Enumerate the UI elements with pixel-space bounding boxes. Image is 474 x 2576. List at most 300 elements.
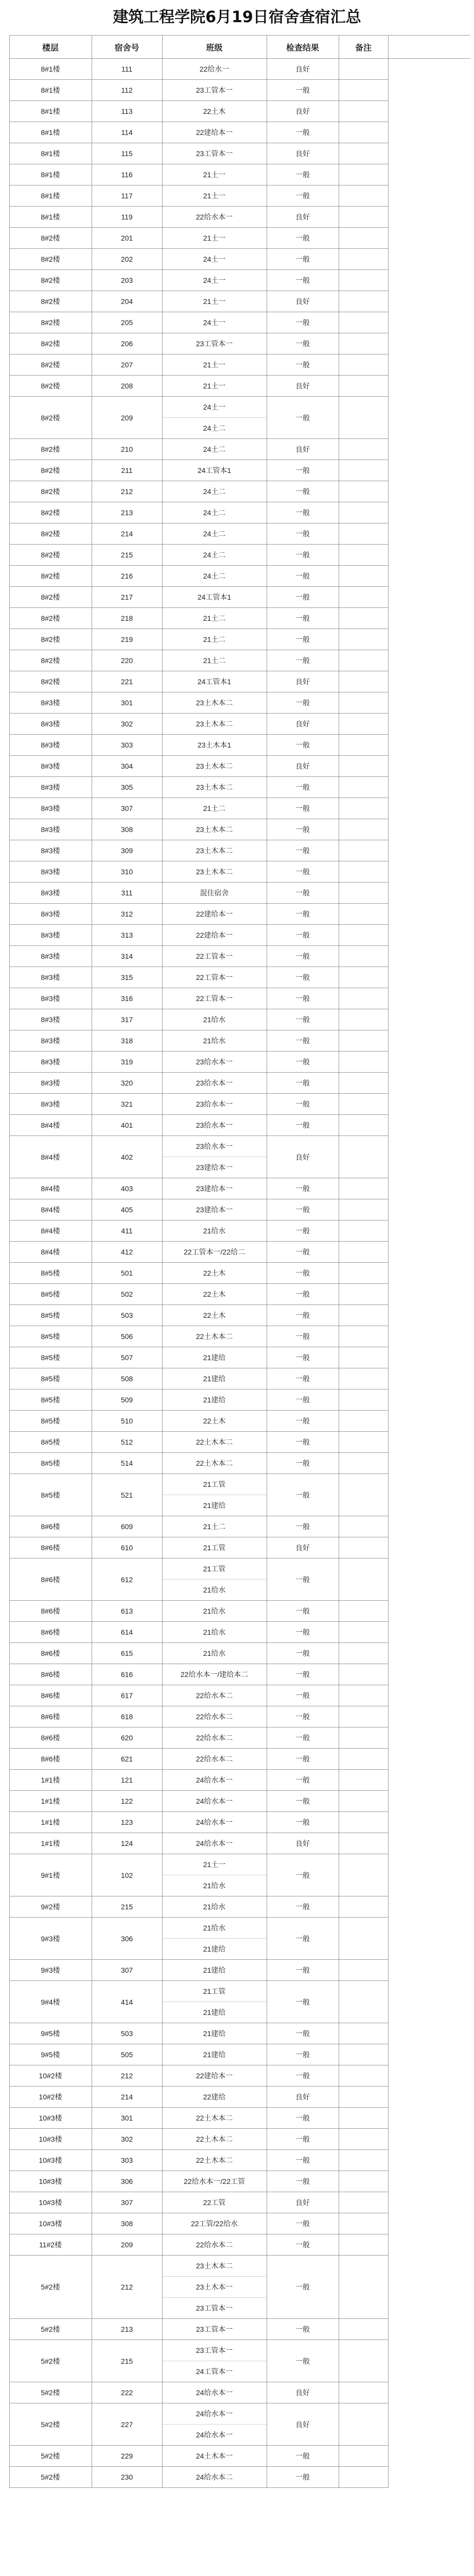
class-cell[interactable]: [162, 1453, 267, 1474]
floor-cell[interactable]: 8#1楼: [9, 80, 92, 101]
class-cell[interactable]: [162, 1115, 267, 1136]
room-cell[interactable]: 507: [92, 1347, 162, 1368]
result-cell[interactable]: 良好: [267, 143, 339, 164]
room-cell[interactable]: 202: [92, 249, 162, 270]
result-cell[interactable]: 一般: [267, 80, 339, 101]
floor-cell[interactable]: 5#2楼: [9, 2256, 92, 2319]
class-cell[interactable]: [162, 608, 267, 629]
class-cell[interactable]: [162, 1432, 267, 1453]
class-cell[interactable]: [162, 714, 267, 735]
class-cell[interactable]: [162, 2023, 267, 2044]
class-cell[interactable]: [162, 397, 267, 439]
floor-cell[interactable]: 8#3楼: [9, 988, 92, 1009]
class-cell[interactable]: [162, 1622, 267, 1643]
floor-cell[interactable]: 8#2楼: [9, 502, 92, 523]
class-cell[interactable]: [162, 2446, 267, 2467]
floor-cell[interactable]: 8#5楼: [9, 1305, 92, 1326]
class-cell[interactable]: [162, 2108, 267, 2129]
floor-cell[interactable]: 8#3楼: [9, 692, 92, 714]
floor-cell[interactable]: 8#3楼: [9, 756, 92, 777]
class-cell[interactable]: [162, 883, 267, 904]
result-cell[interactable]: 一般: [267, 545, 339, 566]
result-cell[interactable]: 一般: [267, 1453, 339, 1474]
room-cell[interactable]: 302: [92, 714, 162, 735]
note-cell[interactable]: [339, 460, 388, 481]
note-cell[interactable]: [339, 1432, 388, 1453]
note-cell[interactable]: [339, 270, 388, 291]
floor-cell[interactable]: 8#4楼: [9, 1199, 92, 1221]
floor-cell[interactable]: 8#5楼: [9, 1453, 92, 1474]
note-cell[interactable]: [339, 819, 388, 840]
note-cell[interactable]: [339, 883, 388, 904]
result-cell[interactable]: 一般: [267, 354, 339, 376]
result-cell[interactable]: 良好: [267, 376, 339, 397]
note-cell[interactable]: [339, 1516, 388, 1537]
class-cell[interactable]: [162, 2403, 267, 2446]
floor-cell[interactable]: 10#3楼: [9, 2129, 92, 2150]
result-cell[interactable]: 一般: [267, 1073, 339, 1094]
class-cell[interactable]: [162, 1389, 267, 1411]
room-cell[interactable]: 317: [92, 1009, 162, 1030]
result-cell[interactable]: 一般: [267, 1474, 339, 1516]
floor-cell[interactable]: 8#2楼: [9, 376, 92, 397]
note-cell[interactable]: [339, 2108, 388, 2129]
floor-cell[interactable]: 8#2楼: [9, 291, 92, 312]
result-cell[interactable]: 一般: [267, 523, 339, 545]
floor-cell[interactable]: 8#2楼: [9, 587, 92, 608]
note-cell[interactable]: [339, 1854, 388, 1896]
class-cell[interactable]: [162, 481, 267, 502]
room-cell[interactable]: 618: [92, 1706, 162, 1727]
result-cell[interactable]: 一般: [267, 1896, 339, 1918]
floor-cell[interactable]: 10#3楼: [9, 2192, 92, 2213]
note-cell[interactable]: [339, 840, 388, 861]
result-cell[interactable]: 一般: [267, 946, 339, 967]
result-cell[interactable]: 一般: [267, 1009, 339, 1030]
result-cell[interactable]: 一般: [267, 333, 339, 354]
note-cell[interactable]: [339, 1368, 388, 1389]
floor-cell[interactable]: 8#5楼: [9, 1368, 92, 1389]
result-cell[interactable]: 一般: [267, 1326, 339, 1347]
note-cell[interactable]: [339, 2087, 388, 2108]
floor-cell[interactable]: 10#3楼: [9, 2213, 92, 2234]
result-cell[interactable]: 一般: [267, 1052, 339, 1073]
note-cell[interactable]: [339, 312, 388, 333]
note-cell[interactable]: [339, 502, 388, 523]
note-cell[interactable]: [339, 629, 388, 650]
room-cell[interactable]: 216: [92, 566, 162, 587]
note-cell[interactable]: [339, 2467, 388, 2488]
room-cell[interactable]: 301: [92, 692, 162, 714]
room-cell[interactable]: 229: [92, 2446, 162, 2467]
note-cell[interactable]: [339, 714, 388, 735]
class-cell[interactable]: [162, 735, 267, 756]
result-cell[interactable]: 一般: [267, 312, 339, 333]
floor-cell[interactable]: 8#1楼: [9, 207, 92, 228]
class-cell[interactable]: [162, 1664, 267, 1685]
note-cell[interactable]: [339, 1389, 388, 1411]
note-cell[interactable]: [339, 1263, 388, 1284]
result-cell[interactable]: 一般: [267, 1664, 339, 1685]
room-cell[interactable]: 514: [92, 1453, 162, 1474]
room-cell[interactable]: 303: [92, 735, 162, 756]
note-cell[interactable]: [339, 1305, 388, 1326]
result-cell[interactable]: 一般: [267, 1199, 339, 1221]
floor-cell[interactable]: 8#2楼: [9, 460, 92, 481]
result-cell[interactable]: 一般: [267, 2256, 339, 2319]
room-cell[interactable]: 307: [92, 798, 162, 819]
class-cell[interactable]: [162, 671, 267, 692]
room-cell[interactable]: 405: [92, 1199, 162, 1221]
class-cell[interactable]: [162, 1960, 267, 1981]
floor-cell[interactable]: 8#3楼: [9, 946, 92, 967]
floor-cell[interactable]: 10#3楼: [9, 2108, 92, 2129]
floor-cell[interactable]: 8#2楼: [9, 228, 92, 249]
result-cell[interactable]: 一般: [267, 904, 339, 925]
room-cell[interactable]: 307: [92, 2192, 162, 2213]
result-cell[interactable]: 一般: [267, 1643, 339, 1664]
class-cell[interactable]: [162, 270, 267, 291]
class-cell[interactable]: [162, 2044, 267, 2065]
result-cell[interactable]: 一般: [267, 1389, 339, 1411]
note-cell[interactable]: [339, 397, 388, 439]
floor-cell[interactable]: 8#1楼: [9, 185, 92, 207]
class-cell[interactable]: [162, 502, 267, 523]
result-cell[interactable]: 一般: [267, 185, 339, 207]
note-cell[interactable]: [339, 988, 388, 1009]
floor-cell[interactable]: 8#2楼: [9, 671, 92, 692]
room-cell[interactable]: 210: [92, 439, 162, 460]
result-cell[interactable]: 一般: [267, 1749, 339, 1770]
floor-cell[interactable]: 9#5楼: [9, 2023, 92, 2044]
note-cell[interactable]: [339, 566, 388, 587]
result-cell[interactable]: 良好: [267, 1537, 339, 1558]
note-cell[interactable]: [339, 228, 388, 249]
room-cell[interactable]: 215: [92, 545, 162, 566]
room-cell[interactable]: 609: [92, 1516, 162, 1537]
class-cell[interactable]: [162, 1981, 267, 2023]
result-cell[interactable]: 一般: [267, 2150, 339, 2171]
result-cell[interactable]: 一般: [267, 1918, 339, 1960]
room-cell[interactable]: 204: [92, 291, 162, 312]
class-cell[interactable]: [162, 2340, 267, 2382]
result-cell[interactable]: 一般: [267, 1030, 339, 1052]
note-cell[interactable]: [339, 2192, 388, 2213]
result-cell[interactable]: 一般: [267, 967, 339, 988]
floor-cell[interactable]: 1#1楼: [9, 1770, 92, 1791]
room-cell[interactable]: 213: [92, 502, 162, 523]
result-cell[interactable]: 良好: [267, 756, 339, 777]
result-cell[interactable]: 一般: [267, 228, 339, 249]
room-cell[interactable]: 503: [92, 2023, 162, 2044]
result-cell[interactable]: 一般: [267, 2171, 339, 2192]
room-cell[interactable]: 610: [92, 1537, 162, 1558]
note-cell[interactable]: [339, 333, 388, 354]
result-cell[interactable]: 一般: [267, 1178, 339, 1199]
note-cell[interactable]: [339, 1052, 388, 1073]
note-cell[interactable]: [339, 798, 388, 819]
result-cell[interactable]: 良好: [267, 101, 339, 122]
floor-cell[interactable]: 8#5楼: [9, 1326, 92, 1347]
floor-cell[interactable]: 8#6楼: [9, 1727, 92, 1749]
result-cell[interactable]: 一般: [267, 650, 339, 671]
result-cell[interactable]: 一般: [267, 2467, 339, 2488]
class-cell[interactable]: [162, 2150, 267, 2171]
floor-cell[interactable]: 8#2楼: [9, 439, 92, 460]
class-cell[interactable]: [162, 2213, 267, 2234]
result-cell[interactable]: 一般: [267, 1558, 339, 1601]
note-cell[interactable]: [339, 207, 388, 228]
floor-cell[interactable]: 8#6楼: [9, 1601, 92, 1622]
class-cell[interactable]: [162, 312, 267, 333]
room-cell[interactable]: 215: [92, 1896, 162, 1918]
class-cell[interactable]: [162, 101, 267, 122]
room-cell[interactable]: 117: [92, 185, 162, 207]
class-cell[interactable]: [162, 333, 267, 354]
note-cell[interactable]: [339, 1199, 388, 1221]
class-cell[interactable]: [162, 460, 267, 481]
class-cell[interactable]: [162, 545, 267, 566]
class-cell[interactable]: [162, 1643, 267, 1664]
result-cell[interactable]: 一般: [267, 502, 339, 523]
note-cell[interactable]: [339, 861, 388, 883]
room-cell[interactable]: 302: [92, 2129, 162, 2150]
note-cell[interactable]: [339, 587, 388, 608]
class-cell[interactable]: [162, 2087, 267, 2108]
note-cell[interactable]: [339, 143, 388, 164]
floor-cell[interactable]: 8#3楼: [9, 798, 92, 819]
room-cell[interactable]: 222: [92, 2382, 162, 2403]
note-cell[interactable]: [339, 1284, 388, 1305]
floor-cell[interactable]: 1#1楼: [9, 1812, 92, 1833]
note-cell[interactable]: [339, 692, 388, 714]
note-cell[interactable]: [339, 1411, 388, 1432]
class-cell[interactable]: [162, 1030, 267, 1052]
note-cell[interactable]: [339, 354, 388, 376]
result-cell[interactable]: 一般: [267, 2065, 339, 2087]
room-cell[interactable]: 313: [92, 925, 162, 946]
note-cell[interactable]: [339, 608, 388, 629]
room-cell[interactable]: 307: [92, 1960, 162, 1981]
floor-cell[interactable]: 8#3楼: [9, 925, 92, 946]
class-cell[interactable]: [162, 1558, 267, 1601]
class-cell[interactable]: [162, 1411, 267, 1432]
room-cell[interactable]: 401: [92, 1115, 162, 1136]
room-cell[interactable]: 614: [92, 1622, 162, 1643]
floor-cell[interactable]: 8#5楼: [9, 1284, 92, 1305]
room-cell[interactable]: 207: [92, 354, 162, 376]
class-cell[interactable]: [162, 777, 267, 798]
floor-cell[interactable]: 8#2楼: [9, 397, 92, 439]
room-cell[interactable]: 319: [92, 1052, 162, 1073]
result-cell[interactable]: 良好: [267, 2403, 339, 2446]
floor-cell[interactable]: 8#6楼: [9, 1749, 92, 1770]
note-cell[interactable]: [339, 2129, 388, 2150]
room-cell[interactable]: 308: [92, 819, 162, 840]
result-cell[interactable]: 一般: [267, 270, 339, 291]
result-cell[interactable]: 一般: [267, 1706, 339, 1727]
class-cell[interactable]: [162, 376, 267, 397]
note-cell[interactable]: [339, 1221, 388, 1242]
class-cell[interactable]: [162, 1305, 267, 1326]
note-cell[interactable]: [339, 1601, 388, 1622]
room-cell[interactable]: 114: [92, 122, 162, 143]
note-cell[interactable]: [339, 291, 388, 312]
room-cell[interactable]: 318: [92, 1030, 162, 1052]
note-cell[interactable]: [339, 1347, 388, 1368]
class-cell[interactable]: [162, 1242, 267, 1263]
class-cell[interactable]: [162, 587, 267, 608]
room-cell[interactable]: 521: [92, 1474, 162, 1516]
class-cell[interactable]: [162, 756, 267, 777]
class-cell[interactable]: [162, 2234, 267, 2256]
class-cell[interactable]: [162, 1474, 267, 1516]
note-cell[interactable]: [339, 1791, 388, 1812]
note-cell[interactable]: [339, 2065, 388, 2087]
room-cell[interactable]: 316: [92, 988, 162, 1009]
note-cell[interactable]: [339, 1136, 388, 1178]
room-cell[interactable]: 411: [92, 1221, 162, 1242]
room-cell[interactable]: 612: [92, 1558, 162, 1601]
note-cell[interactable]: [339, 735, 388, 756]
note-cell[interactable]: [339, 1115, 388, 1136]
room-cell[interactable]: 214: [92, 523, 162, 545]
result-cell[interactable]: 一般: [267, 819, 339, 840]
room-cell[interactable]: 308: [92, 2213, 162, 2234]
class-cell[interactable]: [162, 185, 267, 207]
note-cell[interactable]: [339, 1685, 388, 1706]
room-cell[interactable]: 321: [92, 1094, 162, 1115]
class-cell[interactable]: [162, 904, 267, 925]
result-cell[interactable]: 一般: [267, 692, 339, 714]
note-cell[interactable]: [339, 2150, 388, 2171]
room-cell[interactable]: 201: [92, 228, 162, 249]
room-cell[interactable]: 306: [92, 1918, 162, 1960]
class-cell[interactable]: [162, 1263, 267, 1284]
result-cell[interactable]: 一般: [267, 1854, 339, 1896]
floor-cell[interactable]: 8#3楼: [9, 904, 92, 925]
room-cell[interactable]: 613: [92, 1601, 162, 1622]
result-cell[interactable]: 良好: [267, 1833, 339, 1854]
note-cell[interactable]: [339, 1178, 388, 1199]
floor-cell[interactable]: 8#5楼: [9, 1347, 92, 1368]
class-cell[interactable]: [162, 861, 267, 883]
class-cell[interactable]: [162, 1199, 267, 1221]
note-cell[interactable]: [339, 481, 388, 502]
note-cell[interactable]: [339, 1094, 388, 1115]
room-cell[interactable]: 615: [92, 1643, 162, 1664]
floor-cell[interactable]: 8#6楼: [9, 1706, 92, 1727]
class-cell[interactable]: [162, 2192, 267, 2213]
floor-cell[interactable]: 5#2楼: [9, 2382, 92, 2403]
result-cell[interactable]: 一般: [267, 1221, 339, 1242]
result-cell[interactable]: 一般: [267, 735, 339, 756]
class-cell[interactable]: [162, 1326, 267, 1347]
result-cell[interactable]: 良好: [267, 1136, 339, 1178]
floor-cell[interactable]: 10#2楼: [9, 2065, 92, 2087]
note-cell[interactable]: [339, 2171, 388, 2192]
room-cell[interactable]: 121: [92, 1770, 162, 1791]
class-cell[interactable]: [162, 1833, 267, 1854]
class-cell[interactable]: [162, 80, 267, 101]
room-cell[interactable]: 403: [92, 1178, 162, 1199]
floor-cell[interactable]: 8#6楼: [9, 1558, 92, 1601]
result-cell[interactable]: 一般: [267, 1727, 339, 1749]
note-cell[interactable]: [339, 249, 388, 270]
note-cell[interactable]: [339, 2044, 388, 2065]
floor-cell[interactable]: 8#1楼: [9, 59, 92, 80]
class-cell[interactable]: [162, 650, 267, 671]
class-cell[interactable]: [162, 1812, 267, 1833]
floor-cell[interactable]: 8#2楼: [9, 545, 92, 566]
floor-cell[interactable]: 8#3楼: [9, 1052, 92, 1073]
room-cell[interactable]: 209: [92, 397, 162, 439]
floor-cell[interactable]: 5#2楼: [9, 2446, 92, 2467]
floor-cell[interactable]: 8#3楼: [9, 1030, 92, 1052]
room-cell[interactable]: 227: [92, 2403, 162, 2446]
class-cell[interactable]: [162, 143, 267, 164]
floor-cell[interactable]: 1#1楼: [9, 1833, 92, 1854]
result-cell[interactable]: 一般: [267, 1960, 339, 1981]
note-cell[interactable]: [339, 1833, 388, 1854]
floor-cell[interactable]: 5#2楼: [9, 2319, 92, 2340]
floor-cell[interactable]: 8#5楼: [9, 1411, 92, 1432]
room-cell[interactable]: 509: [92, 1389, 162, 1411]
floor-cell[interactable]: 8#3楼: [9, 840, 92, 861]
class-cell[interactable]: [162, 1284, 267, 1305]
result-cell[interactable]: 一般: [267, 861, 339, 883]
note-cell[interactable]: [339, 2256, 388, 2319]
result-cell[interactable]: 良好: [267, 2087, 339, 2108]
result-cell[interactable]: 一般: [267, 1242, 339, 1263]
floor-cell[interactable]: 8#3楼: [9, 714, 92, 735]
room-cell[interactable]: 113: [92, 101, 162, 122]
note-cell[interactable]: [339, 2213, 388, 2234]
class-cell[interactable]: [162, 1727, 267, 1749]
class-cell[interactable]: [162, 1347, 267, 1368]
note-cell[interactable]: [339, 756, 388, 777]
result-cell[interactable]: 一般: [267, 1622, 339, 1643]
room-cell[interactable]: 112: [92, 80, 162, 101]
floor-cell[interactable]: 9#3楼: [9, 1960, 92, 1981]
class-cell[interactable]: [162, 1136, 267, 1178]
result-cell[interactable]: 一般: [267, 2044, 339, 2065]
floor-cell[interactable]: 5#2楼: [9, 2340, 92, 2382]
floor-cell[interactable]: 8#3楼: [9, 777, 92, 798]
note-cell[interactable]: [339, 650, 388, 671]
class-cell[interactable]: [162, 1791, 267, 1812]
result-cell[interactable]: 一般: [267, 2340, 339, 2382]
note-cell[interactable]: [339, 2023, 388, 2044]
note-cell[interactable]: [339, 1749, 388, 1770]
class-cell[interactable]: [162, 1537, 267, 1558]
class-cell[interactable]: [162, 59, 267, 80]
floor-cell[interactable]: 10#3楼: [9, 2150, 92, 2171]
result-cell[interactable]: 良好: [267, 207, 339, 228]
floor-cell[interactable]: 8#2楼: [9, 270, 92, 291]
result-cell[interactable]: 良好: [267, 291, 339, 312]
floor-cell[interactable]: 8#2楼: [9, 312, 92, 333]
room-cell[interactable]: 123: [92, 1812, 162, 1833]
result-cell[interactable]: 一般: [267, 1115, 339, 1136]
room-cell[interactable]: 621: [92, 1749, 162, 1770]
floor-cell[interactable]: 8#2楼: [9, 354, 92, 376]
floor-cell[interactable]: 8#3楼: [9, 1073, 92, 1094]
floor-cell[interactable]: 8#3楼: [9, 861, 92, 883]
room-cell[interactable]: 219: [92, 629, 162, 650]
result-cell[interactable]: 一般: [267, 1432, 339, 1453]
floor-cell[interactable]: 8#6楼: [9, 1664, 92, 1685]
